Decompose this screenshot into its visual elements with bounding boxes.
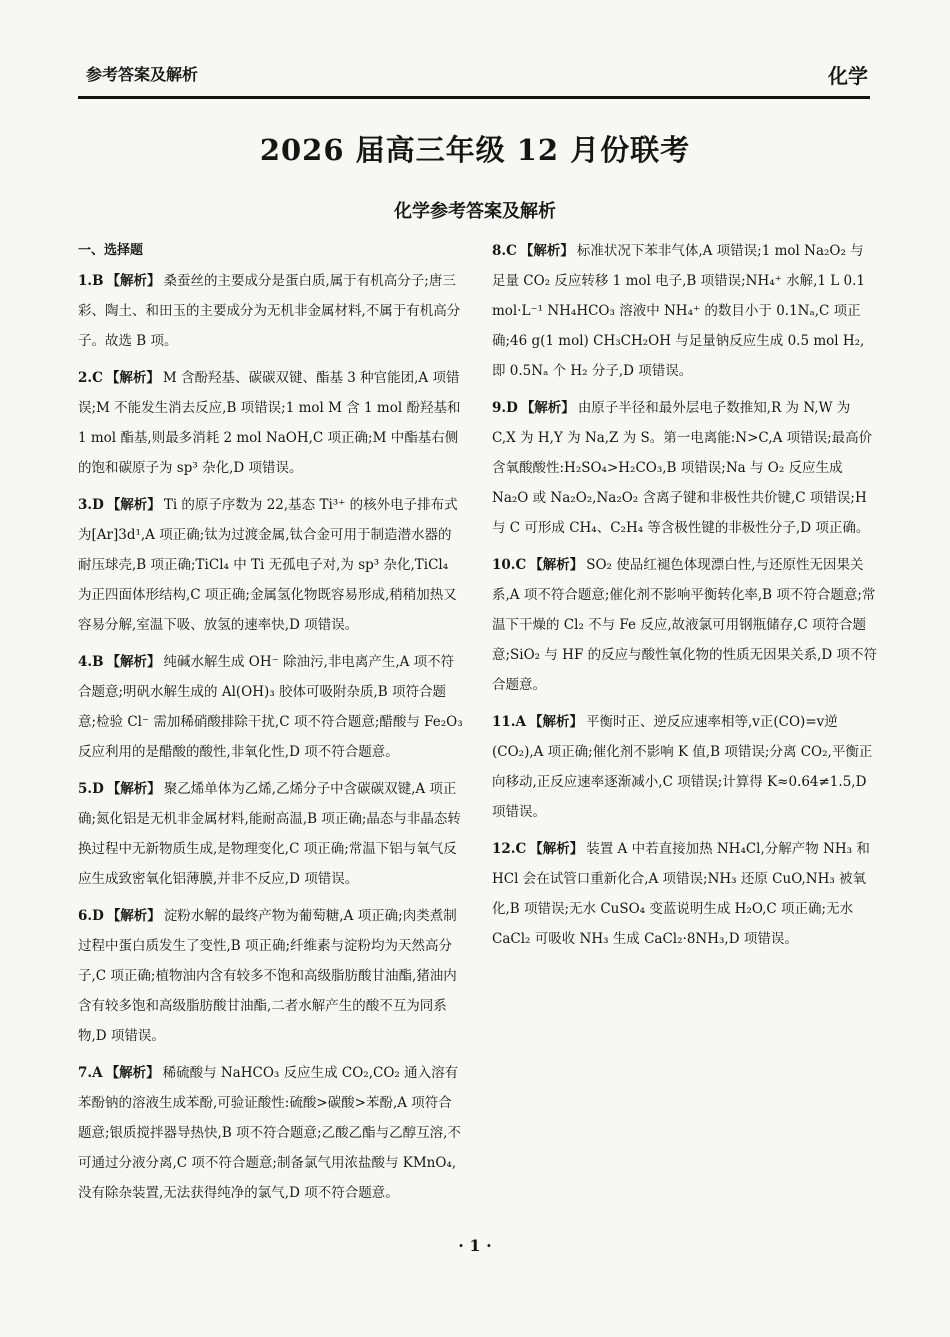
question-8 xyxy=(492,236,877,386)
question-9 xyxy=(492,393,877,543)
analysis-tag: 【解析】 xyxy=(105,1065,160,1081)
question-number: 1.B xyxy=(78,273,104,289)
question-number: 2.C xyxy=(78,370,103,386)
analysis-tag: 【解析】 xyxy=(520,400,575,416)
question-number: 5.D xyxy=(78,781,104,797)
analysis-tag: 【解析】 xyxy=(528,714,583,730)
header-subject: 化学 xyxy=(828,64,868,88)
question-number: 9.D xyxy=(492,400,518,416)
analysis-tag: 【解析】 xyxy=(106,497,161,513)
right-column xyxy=(492,236,877,961)
question-text: 装置 A 中若直接加热 NH₄Cl,分解产物 NH₃ 和 HCl 会在试管口重新化合,A 项错误;NH₃ 还原 CuO,NH₃ 被氧化,B 项错误;无水 CuSO₄ 变蓝说明生成 H₂O,C 项正确;无水 CaCl₂ 可吸收 NH₃ 生成 CaCl₂·8NH₃,D 项错误。 xyxy=(492,841,870,947)
question-number: 6.D xyxy=(78,908,104,924)
page-header xyxy=(78,60,870,99)
analysis-tag: 【解析】 xyxy=(529,557,584,573)
analysis-tag: 【解析】 xyxy=(529,841,584,857)
page-subtitle: 化学参考答案及解析 xyxy=(394,201,556,222)
analysis-tag: 【解析】 xyxy=(106,654,161,670)
question-5 xyxy=(78,774,463,894)
analysis-tag: 【解析】 xyxy=(106,908,161,924)
question-1 xyxy=(78,266,463,356)
question-4 xyxy=(78,647,463,767)
question-text: 稀硫酸与 NaHCO₃ 反应生成 CO₂,CO₂ 通入溶有苯酚钠的溶液生成苯酚,可验证酸性:硫酸>碳酸>苯酚,A 项符合题意;银质搅拌器导热快,B 项不符合题意;乙酸乙酯与乙醇互溶,不可通过分液分离,C 项不符合题意;制备氯气用浓盐酸与 KMnO₄,没有除杂装置,无法获得纯净的氯气,D 项不符合题意。 xyxy=(78,1065,461,1201)
question-number: 11.A xyxy=(492,714,526,730)
question-11 xyxy=(492,707,877,827)
question-text: 平衡时正、逆反应速率相等,v正(CO)=v逆(CO₂),A 项正确;催化剂不影响 K 值,B 项错误;分离 CO₂,平衡正向移动,正反应速率逐渐减小,C 项错误;计算得 K≈0.64≠1.5,D 项错误。 xyxy=(492,714,873,820)
question-12 xyxy=(492,834,877,954)
analysis-tag: 【解析】 xyxy=(106,273,161,289)
question-number: 12.C xyxy=(492,841,527,857)
analysis-tag: 【解析】 xyxy=(105,370,160,386)
question-number: 3.D xyxy=(78,497,104,513)
page-number: · 1 · xyxy=(458,1236,492,1255)
analysis-tag: 【解析】 xyxy=(519,243,574,259)
question-text: 由原子半径和最外层电子数推知,R 为 N,W 为 C,X 为 H,Y 为 Na,Z 为 S。第一电离能:N>C,A 项错误;最高价含氧酸酸性:H₂SO₄>H₂CO₃,B 项错误;Na 与 O₂ 反应生成 Na₂O 或 Na₂O₂,Na₂O₂ 含离子键和非极性共价键,C 项错误;H 与 C 可形成 CH₄、C₂H₄ 等含极性键的非极性分子,D 项正确。 xyxy=(492,400,873,536)
question-text: 纯碱水解生成 OH⁻ 除油污,非电离产生,A 项不符合题意;明矾水解生成的 Al(OH)₃ 胶体可吸附杂质,B 项符合题意;检验 Cl⁻ 需加稀硝酸排除干扰,C 项不符合题意;醋酸与 Fe₂O₃ 反应利用的是醋酸的酸性,非氧化性,D 项不符合题意。 xyxy=(78,654,463,760)
question-7 xyxy=(78,1058,463,1208)
question-text: 标准状况下苯非气体,A 项错误;1 mol Na₂O₂ 与足量 CO₂ 反应转移 1 mol 电子,B 项错误;NH₄⁺ 水解,1 L 0.1 mol·L⁻¹ NH₄HCO₃ 溶液中 NH₄⁺ 的数目小于 0.1Nₐ,C 项正确;46 g(1 mol) CH₃CH₂OH 与足量钠反应生成 0.5 mol H₂,即 0.5Nₐ 个 H₂ 分子,D 项错误。 xyxy=(492,243,865,379)
question-10 xyxy=(492,550,877,700)
question-text: Ti 的原子序数为 22,基态 Ti³⁺ 的核外电子排布式为[Ar]3d¹,A 项正确;钛为过渡金属,钛合金可用于制造潜水器的耐压球壳,B 项正确;TiCl₄ 中 Ti 无孤电子对,为 sp³ 杂化,TiCl₄ 为正四面体形结构,C 项正确;金属氢化物既容易形成,稍稍加热又容易分解,室温下吸、放氢的速率快,D 项错误。 xyxy=(78,497,458,633)
question-6 xyxy=(78,901,463,1051)
question-number: 10.C xyxy=(492,557,527,573)
question-3 xyxy=(78,490,463,640)
question-number: 4.B xyxy=(78,654,104,670)
left-column xyxy=(78,236,463,1215)
question-text: 桑蚕丝的主要成分是蛋白质,属于有机高分子;唐三彩、陶土、和田玉的主要成分为无机非金属材料,不属于有机高分子。故选 B 项。 xyxy=(78,273,461,349)
question-text: 淀粉水解的最终产物为葡萄糖,A 项正确;肉类煮制过程中蛋白质发生了变性,B 项正确;纤维素与淀粉均为天然高分子,C 项正确;植物油内含有较多不饱和高级脂肪酸甘油酯,猪油内含有较多饱和高级脂肪酸甘油酯,二者水解产生的酸不互为同系物,D 项错误。 xyxy=(78,908,457,1044)
question-text: 聚乙烯单体为乙烯,乙烯分子中含碳碳双键,A 项正确;氮化铝是无机非金属材料,能耐高温,B 项正确;晶态与非晶态转换过程中无新物质生成,是物理变化,C 项正确;常温下铝与氧气反应生成致密氧化铝薄膜,并非不反应,D 项错误。 xyxy=(78,781,461,887)
question-text: SO₂ 使品红褪色体现漂白性,与还原性无因果关系,A 项不符合题意;催化剂不影响平衡转化率,B 项不符合题意;常温下干燥的 Cl₂ 不与 Fe 反应,故液氯可用钢瓶储存,C 项符合题意;SiO₂ 与 HF 的反应与酸性氧化物的性质无因果关系,D 项不符合题意。 xyxy=(492,557,878,693)
analysis-tag: 【解析】 xyxy=(106,781,161,797)
question-2 xyxy=(78,363,463,483)
header-doc-type: 参考答案及解析 xyxy=(86,65,199,84)
question-number: 8.C xyxy=(492,243,517,259)
section-heading: 一、选择题 xyxy=(78,243,144,258)
page-title: 2026 届高三年级 12 月份联考 xyxy=(259,133,691,167)
question-text: M 含酚羟基、碳碳双键、酯基 3 种官能团,A 项错误;M 不能发生消去反应,B 项错误;1 mol M 含 1 mol 酚羟基和 1 mol 酯基,则最多消耗 2 mol NaOH,C 项正确;M 中酯基右侧的饱和碳原子为 sp³ 杂化,D 项错误。 xyxy=(78,370,461,476)
question-number: 7.A xyxy=(78,1065,103,1081)
